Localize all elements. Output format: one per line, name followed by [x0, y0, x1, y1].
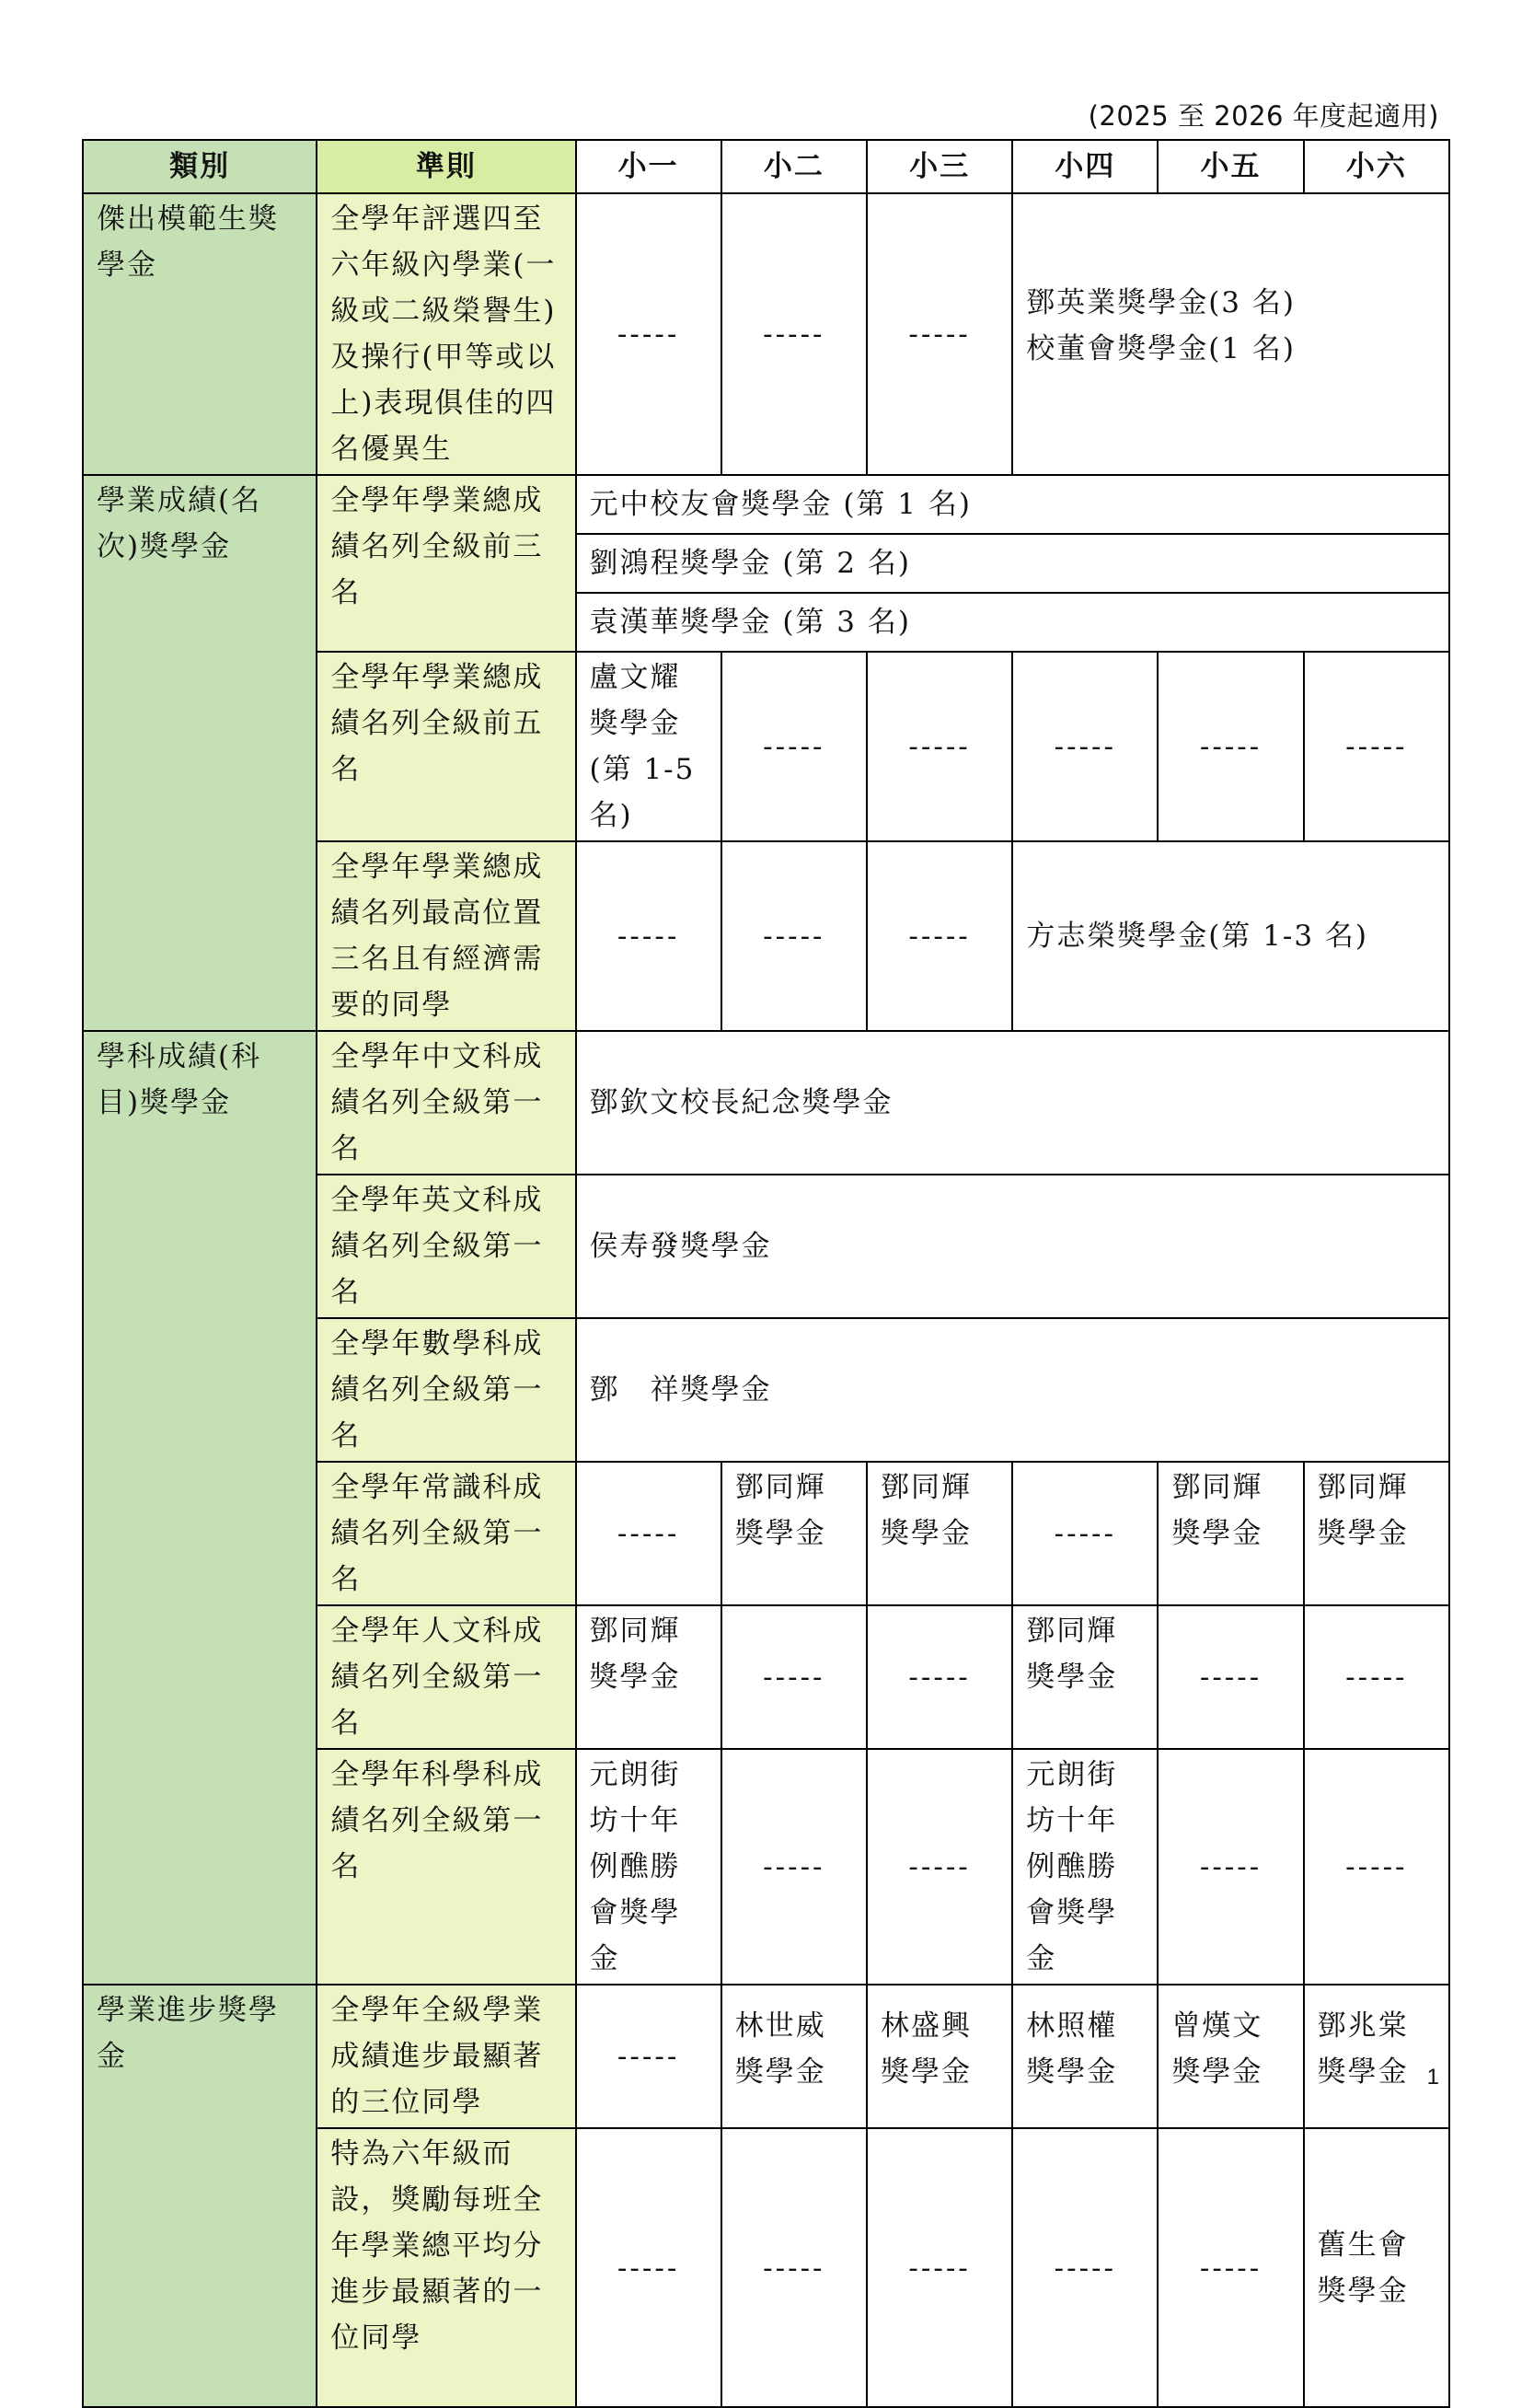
header-grade-6: 小六 — [1304, 140, 1449, 193]
header-grade-4: 小四 — [1012, 140, 1158, 193]
award-cell: 鄧同輝獎學金 — [867, 1462, 1012, 1605]
criteria-cell: 全學年學業總成績名列全級前五名 — [317, 652, 575, 841]
criteria-cell: 特為六年級而設，獎勵每班全年學業總平均分進步最顯著的一位同學 — [317, 2128, 575, 2407]
award-cell: 鄧同輝獎學金 — [576, 1605, 721, 1749]
award-cell: 林照權獎學金 — [1012, 1985, 1158, 2128]
empty-cell: ----- — [721, 841, 867, 1031]
criteria-cell: 全學年數學科成績名列全級第一名 — [317, 1318, 575, 1462]
award-cell: 侯寿發獎學金 — [576, 1175, 1450, 1318]
header-grade-3: 小三 — [867, 140, 1012, 193]
header-category: 類別 — [83, 140, 317, 193]
empty-cell: ----- — [721, 2128, 867, 2407]
header-grade-1: 小一 — [576, 140, 721, 193]
award-cell: 劉鴻程獎學金 (第 2 名) — [576, 534, 1450, 593]
table-row — [83, 1985, 1449, 2128]
empty-cell: ----- — [1304, 1605, 1449, 1749]
empty-cell: ----- — [867, 2128, 1012, 2407]
criteria-cell: 全學年常識科成績名列全級第一名 — [317, 1462, 575, 1605]
empty-cell: ----- — [576, 2128, 721, 2407]
award-cell: 林世威獎學金 — [721, 1985, 867, 2128]
applicable-year-note: (2025 至 2026 年度起適用) — [1088, 100, 1439, 132]
header-criteria: 準則 — [317, 140, 575, 193]
empty-cell: ----- — [1304, 652, 1449, 841]
award-cell: 元朗街坊十年例醮勝會獎學金 — [576, 1749, 721, 1985]
empty-cell: ----- — [867, 1749, 1012, 1985]
empty-cell: ----- — [576, 193, 721, 475]
criteria-cell: 全學年英文科成績名列全級第一名 — [317, 1175, 575, 1318]
category-subject: 學科成績(科目)獎學金 — [83, 1031, 317, 1985]
criteria-cell: 全學年評選四至六年級內學業(一級或二級榮譽生)及操行(甲等或以上)表現俱佳的四名優異生 — [317, 193, 575, 475]
header-row — [83, 140, 1449, 193]
category-model-student: 傑出模範生獎學金 — [83, 193, 317, 475]
empty-cell: ----- — [1012, 1462, 1158, 1605]
empty-cell: ----- — [721, 193, 867, 475]
scholarship-table — [82, 139, 1450, 2408]
empty-cell: ----- — [721, 652, 867, 841]
empty-cell: ----- — [867, 1605, 1012, 1749]
empty-cell: ----- — [1158, 1749, 1303, 1985]
award-cell: 方志榮獎學金(第 1-3 名) — [1012, 841, 1449, 1031]
criteria-cell: 全學年學業總成績名列最高位置三名且有經濟需要的同學 — [317, 841, 575, 1031]
empty-cell: ----- — [576, 1462, 721, 1605]
award-cell: 元朗街坊十年例醮勝會獎學金 — [1012, 1749, 1158, 1985]
empty-cell: ----- — [576, 841, 721, 1031]
empty-cell: ----- — [867, 841, 1012, 1031]
table-row — [83, 1031, 1449, 1175]
empty-cell: ----- — [1304, 1749, 1449, 1985]
award-cell: 舊生會獎學金 — [1304, 2128, 1449, 2407]
award-cell: 鄧欽文校長紀念獎學金 — [576, 1031, 1450, 1175]
award-cell: 鄧 祥獎學金 — [576, 1318, 1450, 1462]
award-cell: 鄧同輝獎學金 — [721, 1462, 867, 1605]
empty-cell: ----- — [867, 193, 1012, 475]
table-row — [83, 475, 1449, 534]
award-cell: 元中校友會獎學金 (第 1 名) — [576, 475, 1450, 534]
empty-cell: ----- — [1158, 652, 1303, 841]
award-name: 鄧英業獎學金(3 名) — [1026, 286, 1296, 319]
empty-cell: ----- — [867, 652, 1012, 841]
page-number: 1 — [1426, 2065, 1439, 2090]
criteria-cell: 全學年人文科成績名列全級第一名 — [317, 1605, 575, 1749]
empty-cell: ----- — [1158, 1605, 1303, 1749]
award-cell: 鄧同輝獎學金 — [1158, 1462, 1303, 1605]
award-cell: 盧文耀獎學金(第 1-5 名) — [576, 652, 721, 841]
award-cell: 曾熯文獎學金 — [1158, 1985, 1303, 2128]
category-progress: 學業進步獎學金 — [83, 1985, 317, 2407]
empty-cell: ----- — [1012, 2128, 1158, 2407]
criteria-cell: 全學年中文科成績名列全級第一名 — [317, 1031, 575, 1175]
award-cell: 鄧兆棠獎學金 — [1304, 1985, 1449, 2128]
empty-cell: ----- — [721, 1749, 867, 1985]
criteria-cell: 全學年學業總成績名列全級前三名 — [317, 475, 575, 652]
criteria-cell: 全學年科學科成績名列全級第一名 — [317, 1749, 575, 1985]
empty-cell: ----- — [721, 1605, 867, 1749]
header-grade-5: 小五 — [1158, 140, 1303, 193]
award-cell: 袁漢華獎學金 (第 3 名) — [576, 593, 1450, 652]
category-academic-rank: 學業成績(名次)獎學金 — [83, 475, 317, 1031]
criteria-cell: 全學年全級學業成績進步最顯著的三位同學 — [317, 1985, 575, 2128]
empty-cell: ----- — [1158, 2128, 1303, 2407]
empty-cell: ----- — [576, 1985, 721, 2128]
award-cell: 林盛興獎學金 — [867, 1985, 1012, 2128]
award-cell-model — [1012, 193, 1449, 475]
award-name: 校董會獎學金(1 名) — [1026, 332, 1296, 365]
award-cell: 鄧同輝獎學金 — [1304, 1462, 1449, 1605]
empty-cell: ----- — [1012, 652, 1158, 841]
award-cell: 鄧同輝獎學金 — [1012, 1605, 1158, 1749]
table-row — [83, 193, 1449, 475]
header-grade-2: 小二 — [721, 140, 867, 193]
